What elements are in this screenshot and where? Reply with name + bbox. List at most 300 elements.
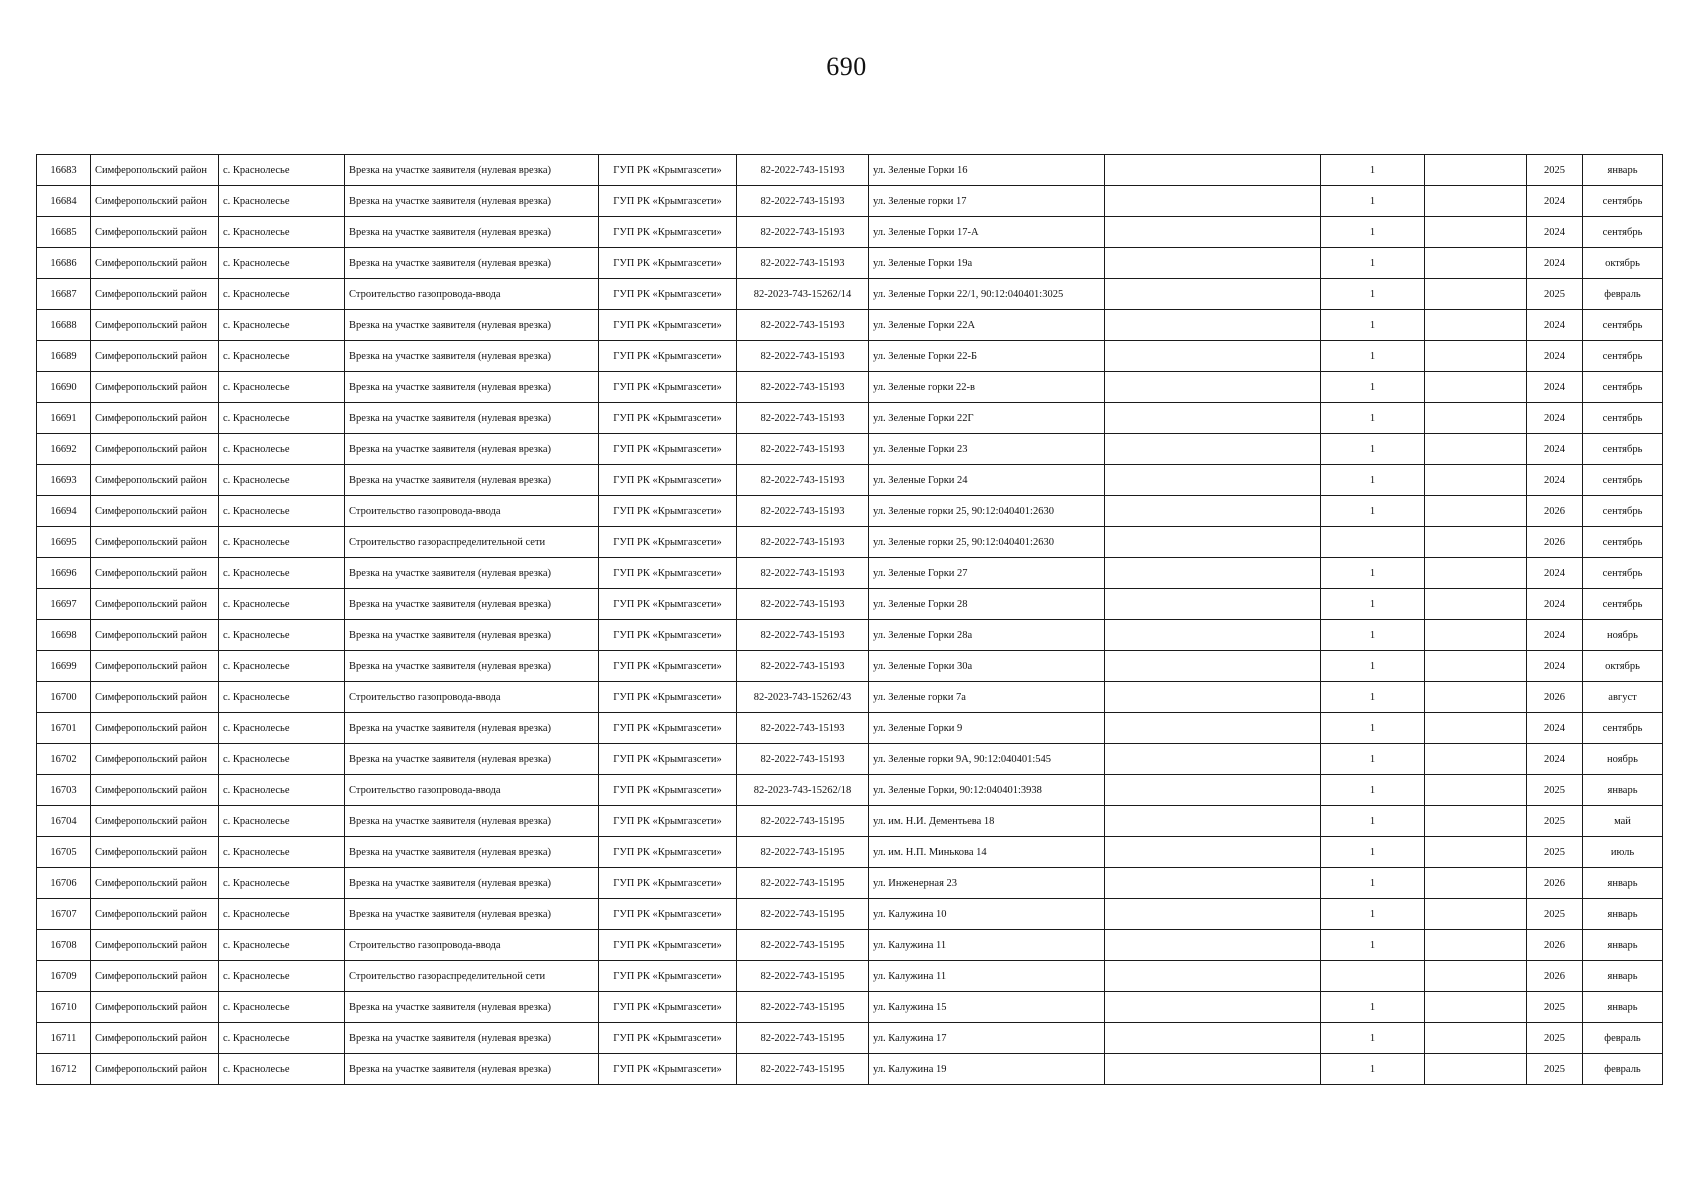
cell-address: ул. Калужина 11 [869, 930, 1105, 961]
cell-locality: с. Краснолесье [219, 186, 345, 217]
cell-address: ул. Зеленые горки 25, 90:12:040401:2630 [869, 496, 1105, 527]
cell-document-number: 82-2022-743-15193 [737, 558, 869, 589]
cell-year: 2024 [1527, 434, 1583, 465]
cell-empty [1105, 992, 1321, 1023]
cell-year: 2025 [1527, 1054, 1583, 1085]
cell-number: 16683 [37, 155, 91, 186]
cell-quantity: 1 [1321, 496, 1425, 527]
cell-quantity: 1 [1321, 310, 1425, 341]
cell-district: Симферопольский район [91, 837, 219, 868]
cell-work-type: Строительство газопровода-ввода [345, 682, 599, 713]
cell-month: август [1583, 682, 1663, 713]
table-row [37, 775, 1663, 806]
cell-month: январь [1583, 992, 1663, 1023]
cell-number: 16701 [37, 713, 91, 744]
cell-empty [1425, 1023, 1527, 1054]
cell-organization: ГУП РК «Крымгазсети» [599, 1054, 737, 1085]
cell-locality: с. Краснолесье [219, 651, 345, 682]
cell-district: Симферопольский район [91, 527, 219, 558]
cell-number: 16693 [37, 465, 91, 496]
table-row [37, 217, 1663, 248]
cell-year: 2025 [1527, 775, 1583, 806]
cell-number: 16692 [37, 434, 91, 465]
cell-number: 16712 [37, 1054, 91, 1085]
cell-empty [1105, 589, 1321, 620]
cell-quantity: 1 [1321, 930, 1425, 961]
cell-organization: ГУП РК «Крымгазсети» [599, 713, 737, 744]
cell-district: Симферопольский район [91, 434, 219, 465]
cell-empty [1105, 341, 1321, 372]
cell-address: ул. Инженерная 23 [869, 868, 1105, 899]
cell-empty [1105, 372, 1321, 403]
cell-address: ул. Зеленые Горки, 90:12:040401:3938 [869, 775, 1105, 806]
cell-locality: с. Краснолесье [219, 744, 345, 775]
cell-number: 16691 [37, 403, 91, 434]
cell-number: 16709 [37, 961, 91, 992]
cell-month: январь [1583, 899, 1663, 930]
cell-number: 16688 [37, 310, 91, 341]
cell-address: ул. Зеленые Горки 16 [869, 155, 1105, 186]
cell-locality: с. Краснолесье [219, 341, 345, 372]
cell-number: 16698 [37, 620, 91, 651]
cell-organization: ГУП РК «Крымгазсети» [599, 186, 737, 217]
cell-year: 2024 [1527, 341, 1583, 372]
cell-organization: ГУП РК «Крымгазсети» [599, 310, 737, 341]
cell-empty [1425, 527, 1527, 558]
cell-locality: с. Краснолесье [219, 713, 345, 744]
cell-year: 2026 [1527, 496, 1583, 527]
cell-month: сентябрь [1583, 465, 1663, 496]
cell-organization: ГУП РК «Крымгазсети» [599, 992, 737, 1023]
cell-work-type: Врезка на участке заявителя (нулевая врезка) [345, 620, 599, 651]
cell-year: 2026 [1527, 961, 1583, 992]
cell-year: 2025 [1527, 279, 1583, 310]
cell-locality: с. Краснолесье [219, 775, 345, 806]
cell-address: ул. Зеленые Горки 9 [869, 713, 1105, 744]
cell-number: 16690 [37, 372, 91, 403]
cell-locality: с. Краснолесье [219, 527, 345, 558]
cell-district: Симферопольский район [91, 1023, 219, 1054]
cell-year: 2024 [1527, 217, 1583, 248]
cell-document-number: 82-2022-743-15195 [737, 992, 869, 1023]
cell-quantity: 1 [1321, 744, 1425, 775]
cell-district: Симферопольский район [91, 806, 219, 837]
cell-number: 16703 [37, 775, 91, 806]
table-row [37, 1054, 1663, 1085]
cell-document-number: 82-2022-743-15193 [737, 341, 869, 372]
cell-locality: с. Краснолесье [219, 992, 345, 1023]
table-row [37, 806, 1663, 837]
cell-district: Симферопольский район [91, 155, 219, 186]
cell-address: ул. Зеленые Горки 24 [869, 465, 1105, 496]
cell-document-number: 82-2023-743-15262/43 [737, 682, 869, 713]
table-row [37, 620, 1663, 651]
cell-empty [1105, 868, 1321, 899]
table-row [37, 186, 1663, 217]
cell-organization: ГУП РК «Крымгазсети» [599, 341, 737, 372]
table-row [37, 310, 1663, 341]
cell-month: январь [1583, 868, 1663, 899]
cell-year: 2025 [1527, 837, 1583, 868]
cell-work-type: Строительство газопровода-ввода [345, 496, 599, 527]
cell-year: 2024 [1527, 248, 1583, 279]
cell-district: Симферопольский район [91, 961, 219, 992]
table-row [37, 651, 1663, 682]
cell-empty [1105, 620, 1321, 651]
cell-quantity [1321, 961, 1425, 992]
cell-year: 2025 [1527, 899, 1583, 930]
cell-empty [1105, 310, 1321, 341]
cell-work-type: Врезка на участке заявителя (нулевая врезка) [345, 1054, 599, 1085]
cell-empty [1425, 589, 1527, 620]
cell-month: июль [1583, 837, 1663, 868]
cell-address: ул. Зеленые Горки 19а [869, 248, 1105, 279]
cell-month: февраль [1583, 279, 1663, 310]
cell-work-type: Строительство газораспределительной сети [345, 527, 599, 558]
cell-document-number: 82-2022-743-15193 [737, 310, 869, 341]
cell-work-type: Врезка на участке заявителя (нулевая врезка) [345, 899, 599, 930]
cell-organization: ГУП РК «Крымгазсети» [599, 465, 737, 496]
cell-district: Симферопольский район [91, 589, 219, 620]
cell-document-number: 82-2022-743-15193 [737, 651, 869, 682]
cell-empty [1425, 341, 1527, 372]
cell-district: Симферопольский район [91, 868, 219, 899]
cell-address: ул. Калужина 17 [869, 1023, 1105, 1054]
table-row [37, 713, 1663, 744]
cell-empty [1105, 837, 1321, 868]
cell-work-type: Врезка на участке заявителя (нулевая врезка) [345, 868, 599, 899]
cell-year: 2025 [1527, 1023, 1583, 1054]
cell-number: 16686 [37, 248, 91, 279]
cell-document-number: 82-2022-743-15193 [737, 434, 869, 465]
cell-district: Симферопольский район [91, 372, 219, 403]
cell-month: сентябрь [1583, 186, 1663, 217]
cell-document-number: 82-2022-743-15193 [737, 744, 869, 775]
cell-district: Симферопольский район [91, 186, 219, 217]
table-row [37, 1023, 1663, 1054]
cell-quantity: 1 [1321, 558, 1425, 589]
table-row [37, 434, 1663, 465]
cell-locality: с. Краснолесье [219, 558, 345, 589]
cell-empty [1425, 465, 1527, 496]
table-row [37, 403, 1663, 434]
cell-year: 2026 [1527, 682, 1583, 713]
cell-empty [1425, 558, 1527, 589]
cell-address: ул. им. Н.П. Минькова 14 [869, 837, 1105, 868]
cell-organization: ГУП РК «Крымгазсети» [599, 682, 737, 713]
cell-number: 16685 [37, 217, 91, 248]
cell-locality: с. Краснолесье [219, 899, 345, 930]
cell-month: сентябрь [1583, 372, 1663, 403]
cell-quantity: 1 [1321, 713, 1425, 744]
cell-empty [1105, 434, 1321, 465]
cell-quantity: 1 [1321, 155, 1425, 186]
cell-locality: с. Краснолесье [219, 372, 345, 403]
cell-locality: с. Краснолесье [219, 589, 345, 620]
cell-work-type: Врезка на участке заявителя (нулевая врезка) [345, 992, 599, 1023]
table-row [37, 248, 1663, 279]
cell-district: Симферопольский район [91, 279, 219, 310]
registry-table [36, 154, 1663, 1085]
cell-district: Симферопольский район [91, 465, 219, 496]
cell-document-number: 82-2022-743-15193 [737, 527, 869, 558]
table-row [37, 465, 1663, 496]
cell-work-type: Строительство газопровода-ввода [345, 930, 599, 961]
cell-work-type: Врезка на участке заявителя (нулевая врезка) [345, 1023, 599, 1054]
cell-month: январь [1583, 930, 1663, 961]
cell-organization: ГУП РК «Крымгазсети» [599, 496, 737, 527]
cell-document-number: 82-2022-743-15195 [737, 930, 869, 961]
cell-quantity: 1 [1321, 1054, 1425, 1085]
cell-organization: ГУП РК «Крымгазсети» [599, 403, 737, 434]
cell-month: май [1583, 806, 1663, 837]
cell-address: ул. Зеленые Горки 22А [869, 310, 1105, 341]
cell-document-number: 82-2022-743-15193 [737, 403, 869, 434]
cell-year: 2024 [1527, 651, 1583, 682]
cell-month: январь [1583, 961, 1663, 992]
cell-district: Симферопольский район [91, 744, 219, 775]
cell-year: 2024 [1527, 310, 1583, 341]
cell-empty [1105, 186, 1321, 217]
cell-locality: с. Краснолесье [219, 155, 345, 186]
cell-organization: ГУП РК «Крымгазсети» [599, 775, 737, 806]
table-row [37, 930, 1663, 961]
cell-quantity: 1 [1321, 465, 1425, 496]
cell-address: ул. Зеленые горки 7а [869, 682, 1105, 713]
cell-year: 2024 [1527, 713, 1583, 744]
cell-empty [1105, 682, 1321, 713]
cell-district: Симферопольский район [91, 682, 219, 713]
cell-empty [1105, 527, 1321, 558]
cell-month: сентябрь [1583, 403, 1663, 434]
cell-locality: с. Краснолесье [219, 620, 345, 651]
table-row [37, 155, 1663, 186]
cell-document-number: 82-2022-743-15193 [737, 465, 869, 496]
cell-work-type: Строительство газораспределительной сети [345, 961, 599, 992]
cell-organization: ГУП РК «Крымгазсети» [599, 651, 737, 682]
cell-document-number: 82-2022-743-15193 [737, 248, 869, 279]
table-row [37, 527, 1663, 558]
cell-district: Симферопольский район [91, 651, 219, 682]
cell-empty [1105, 496, 1321, 527]
cell-organization: ГУП РК «Крымгазсети» [599, 217, 737, 248]
cell-empty [1425, 403, 1527, 434]
cell-quantity: 1 [1321, 434, 1425, 465]
cell-locality: с. Краснолесье [219, 310, 345, 341]
cell-document-number: 82-2022-743-15193 [737, 713, 869, 744]
cell-document-number: 82-2022-743-15195 [737, 868, 869, 899]
cell-quantity: 1 [1321, 1023, 1425, 1054]
cell-number: 16689 [37, 341, 91, 372]
cell-quantity: 1 [1321, 651, 1425, 682]
cell-empty [1105, 403, 1321, 434]
table-row [37, 558, 1663, 589]
cell-locality: с. Краснолесье [219, 248, 345, 279]
table-row [37, 682, 1663, 713]
cell-quantity: 1 [1321, 403, 1425, 434]
cell-work-type: Врезка на участке заявителя (нулевая врезка) [345, 217, 599, 248]
cell-work-type: Врезка на участке заявителя (нулевая врезка) [345, 744, 599, 775]
table-row [37, 589, 1663, 620]
cell-address: ул. Зеленые Горки 22/1, 90:12:040401:3025 [869, 279, 1105, 310]
table-row [37, 372, 1663, 403]
cell-address: ул. Зеленые Горки 28а [869, 620, 1105, 651]
cell-document-number: 82-2022-743-15195 [737, 1054, 869, 1085]
cell-empty [1425, 713, 1527, 744]
cell-number: 16704 [37, 806, 91, 837]
cell-organization: ГУП РК «Крымгазсети» [599, 589, 737, 620]
cell-district: Симферопольский район [91, 217, 219, 248]
cell-empty [1425, 248, 1527, 279]
cell-document-number: 82-2023-743-15262/14 [737, 279, 869, 310]
cell-work-type: Врезка на участке заявителя (нулевая врезка) [345, 310, 599, 341]
cell-year: 2026 [1527, 868, 1583, 899]
cell-empty [1425, 651, 1527, 682]
cell-document-number: 82-2022-743-15195 [737, 961, 869, 992]
table-row [37, 868, 1663, 899]
cell-address: ул. Калужина 15 [869, 992, 1105, 1023]
cell-locality: с. Краснолесье [219, 806, 345, 837]
cell-empty [1425, 217, 1527, 248]
cell-district: Симферопольский район [91, 248, 219, 279]
cell-quantity: 1 [1321, 868, 1425, 899]
cell-year: 2024 [1527, 372, 1583, 403]
cell-document-number: 82-2022-743-15195 [737, 837, 869, 868]
cell-document-number: 82-2023-743-15262/18 [737, 775, 869, 806]
cell-month: сентябрь [1583, 341, 1663, 372]
page-number: 690 [826, 52, 867, 81]
cell-month: январь [1583, 155, 1663, 186]
cell-quantity [1321, 527, 1425, 558]
cell-empty [1105, 1054, 1321, 1085]
cell-quantity: 1 [1321, 682, 1425, 713]
cell-address: ул. Зеленые горки 25, 90:12:040401:2630 [869, 527, 1105, 558]
cell-empty [1425, 806, 1527, 837]
cell-document-number: 82-2022-743-15193 [737, 186, 869, 217]
table-row [37, 744, 1663, 775]
cell-empty [1105, 248, 1321, 279]
cell-work-type: Врезка на участке заявителя (нулевая врезка) [345, 403, 599, 434]
cell-document-number: 82-2022-743-15195 [737, 1023, 869, 1054]
cell-district: Симферопольский район [91, 496, 219, 527]
table-row [37, 496, 1663, 527]
cell-year: 2024 [1527, 558, 1583, 589]
cell-month: сентябрь [1583, 217, 1663, 248]
cell-empty [1105, 713, 1321, 744]
cell-empty [1425, 837, 1527, 868]
cell-locality: с. Краснолесье [219, 837, 345, 868]
cell-empty [1105, 899, 1321, 930]
cell-locality: с. Краснолесье [219, 961, 345, 992]
cell-work-type: Врезка на участке заявителя (нулевая врезка) [345, 465, 599, 496]
cell-empty [1425, 279, 1527, 310]
cell-number: 16706 [37, 868, 91, 899]
cell-quantity: 1 [1321, 217, 1425, 248]
cell-year: 2024 [1527, 620, 1583, 651]
cell-organization: ГУП РК «Крымгазсети» [599, 558, 737, 589]
cell-empty [1425, 155, 1527, 186]
cell-district: Симферопольский район [91, 341, 219, 372]
cell-document-number: 82-2022-743-15193 [737, 589, 869, 620]
cell-number: 16697 [37, 589, 91, 620]
cell-empty [1425, 1054, 1527, 1085]
cell-number: 16711 [37, 1023, 91, 1054]
cell-empty [1105, 806, 1321, 837]
cell-work-type: Врезка на участке заявителя (нулевая врезка) [345, 589, 599, 620]
cell-year: 2025 [1527, 806, 1583, 837]
cell-locality: с. Краснолесье [219, 1054, 345, 1085]
cell-address: ул. Калужина 19 [869, 1054, 1105, 1085]
cell-empty [1425, 899, 1527, 930]
cell-number: 16705 [37, 837, 91, 868]
cell-work-type: Врезка на участке заявителя (нулевая врезка) [345, 558, 599, 589]
cell-locality: с. Краснолесье [219, 434, 345, 465]
cell-address: ул. Зеленые Горки 30а [869, 651, 1105, 682]
cell-empty [1425, 620, 1527, 651]
cell-number: 16708 [37, 930, 91, 961]
cell-number: 16687 [37, 279, 91, 310]
cell-work-type: Врезка на участке заявителя (нулевая врезка) [345, 434, 599, 465]
cell-empty [1425, 992, 1527, 1023]
cell-organization: ГУП РК «Крымгазсети» [599, 434, 737, 465]
cell-empty [1105, 775, 1321, 806]
cell-empty [1425, 372, 1527, 403]
cell-month: октябрь [1583, 651, 1663, 682]
cell-district: Симферопольский район [91, 775, 219, 806]
cell-empty [1425, 868, 1527, 899]
cell-month: ноябрь [1583, 620, 1663, 651]
cell-empty [1105, 558, 1321, 589]
cell-work-type: Врезка на участке заявителя (нулевая врезка) [345, 186, 599, 217]
cell-organization: ГУП РК «Крымгазсети» [599, 155, 737, 186]
cell-empty [1105, 465, 1321, 496]
cell-quantity: 1 [1321, 806, 1425, 837]
cell-year: 2024 [1527, 465, 1583, 496]
cell-address: ул. Калужина 11 [869, 961, 1105, 992]
cell-organization: ГУП РК «Крымгазсети» [599, 372, 737, 403]
cell-month: февраль [1583, 1023, 1663, 1054]
cell-empty [1425, 186, 1527, 217]
cell-organization: ГУП РК «Крымгазсети» [599, 961, 737, 992]
table-row [37, 341, 1663, 372]
cell-year: 2026 [1527, 527, 1583, 558]
cell-organization: ГУП РК «Крымгазсети» [599, 248, 737, 279]
cell-month: февраль [1583, 1054, 1663, 1085]
cell-number: 16702 [37, 744, 91, 775]
cell-month: сентябрь [1583, 434, 1663, 465]
cell-quantity: 1 [1321, 837, 1425, 868]
cell-document-number: 82-2022-743-15193 [737, 217, 869, 248]
cell-work-type: Строительство газопровода-ввода [345, 279, 599, 310]
cell-organization: ГУП РК «Крымгазсети» [599, 744, 737, 775]
cell-district: Симферопольский район [91, 620, 219, 651]
cell-organization: ГУП РК «Крымгазсети» [599, 837, 737, 868]
cell-year: 2024 [1527, 589, 1583, 620]
cell-empty [1425, 744, 1527, 775]
cell-number: 16694 [37, 496, 91, 527]
cell-number: 16695 [37, 527, 91, 558]
cell-empty [1425, 310, 1527, 341]
cell-month: сентябрь [1583, 713, 1663, 744]
cell-district: Симферопольский район [91, 558, 219, 589]
cell-quantity: 1 [1321, 992, 1425, 1023]
cell-year: 2025 [1527, 155, 1583, 186]
cell-empty [1105, 155, 1321, 186]
cell-address: ул. Зеленые горки 17 [869, 186, 1105, 217]
cell-month: январь [1583, 775, 1663, 806]
cell-locality: с. Краснолесье [219, 217, 345, 248]
cell-empty [1425, 434, 1527, 465]
